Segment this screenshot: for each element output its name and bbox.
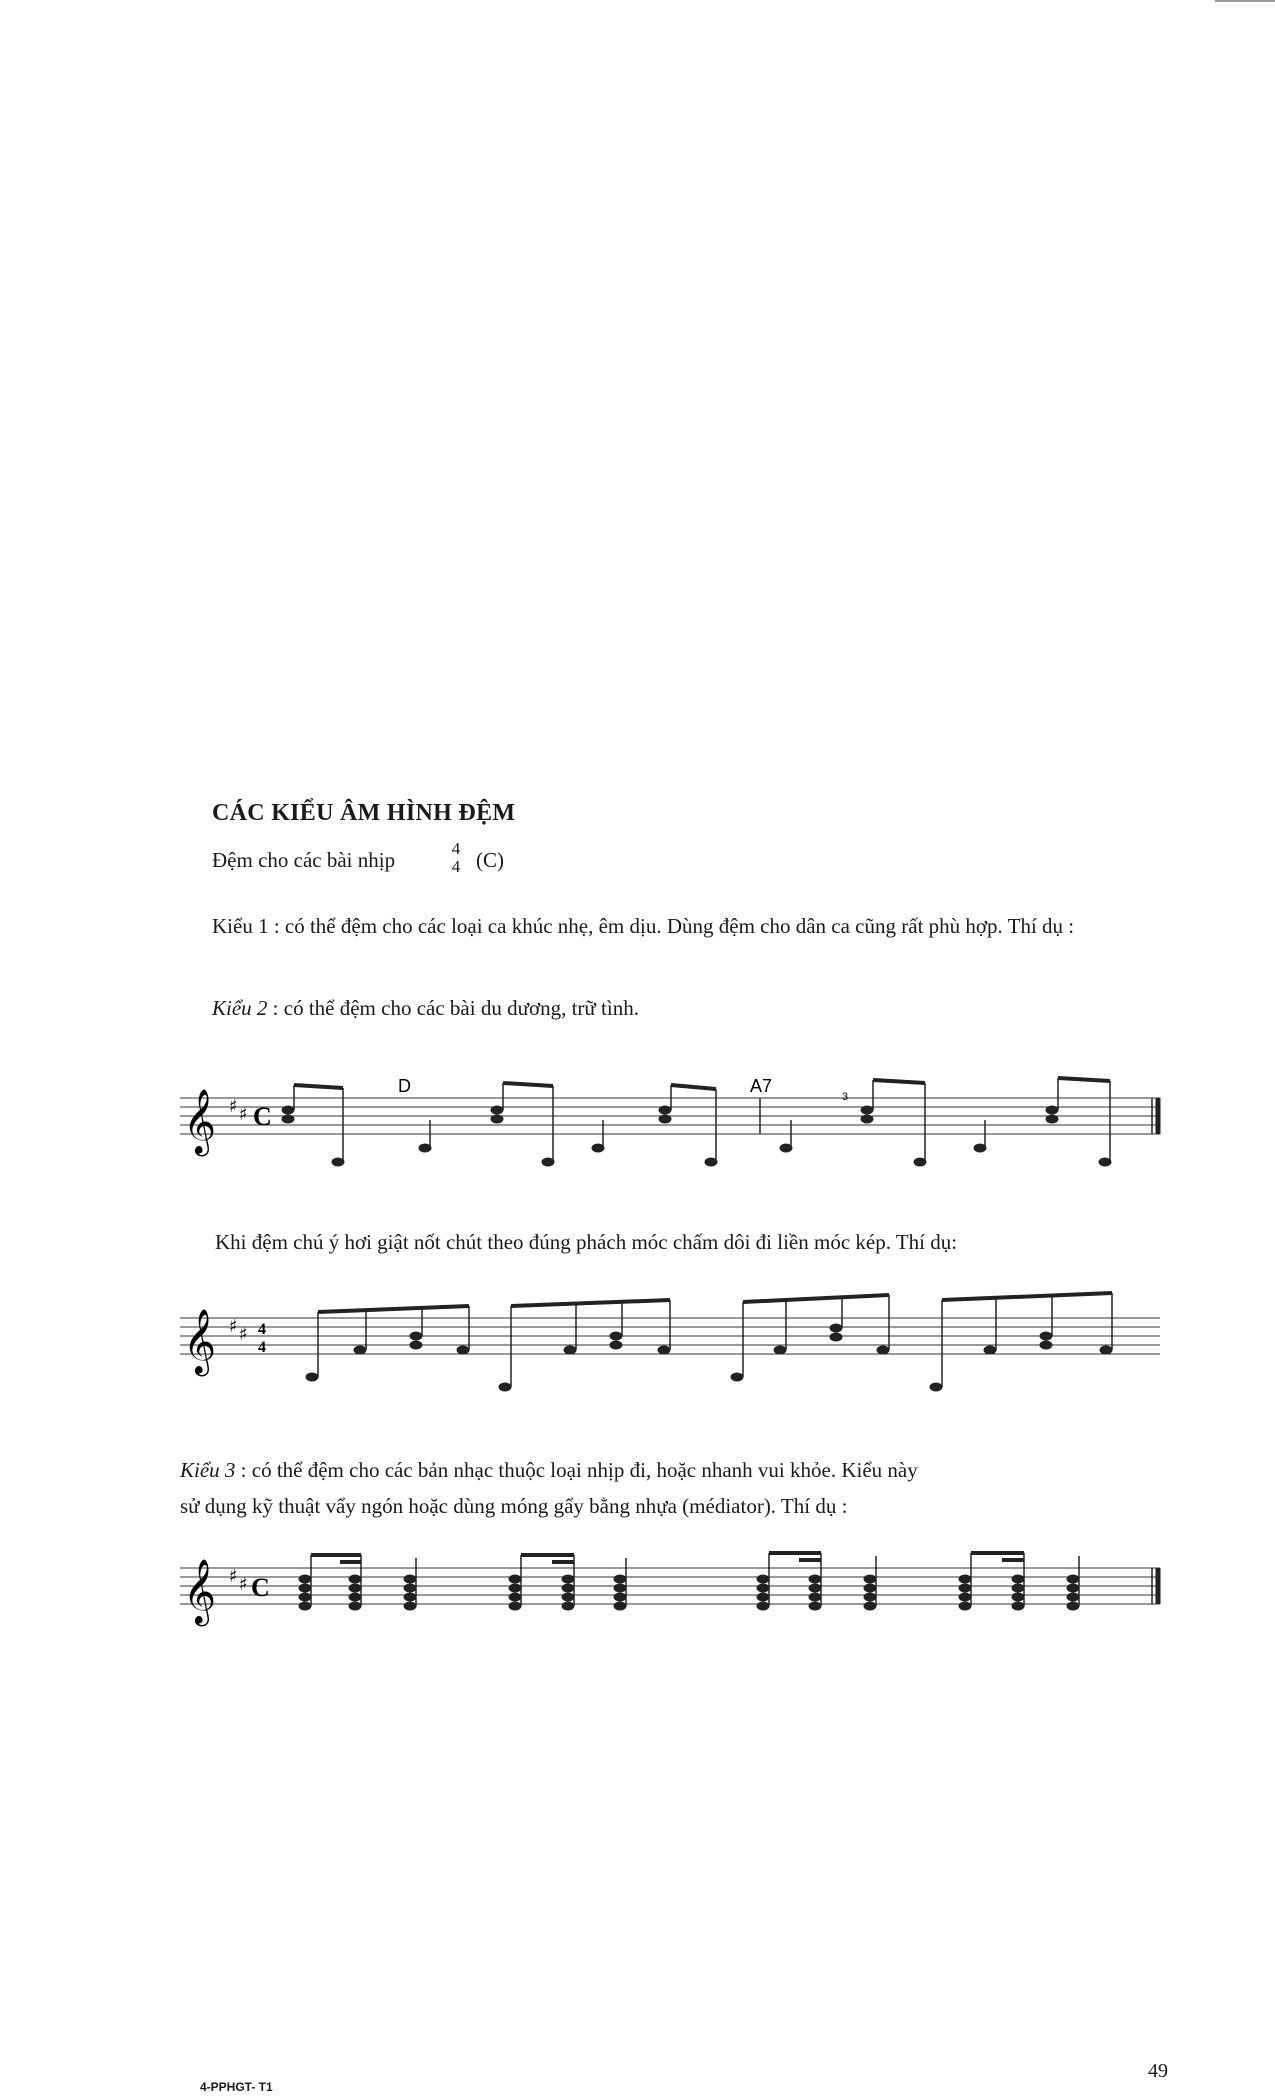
key-sharp-1-icon: ♯ [229, 1316, 238, 1337]
notes-group-2 [306, 1293, 1112, 1391]
treble-clef-icon: 𝄞 [183, 1309, 217, 1374]
paragraph-kieu-2 [212, 990, 639, 1026]
subtitle-text: Đệm cho các bài nhịp [212, 848, 396, 872]
subtitle [212, 839, 504, 876]
key-sharp-2-icon: ♯ [239, 1104, 248, 1125]
chord-label-2: A7 [750, 1076, 773, 1096]
kieu-3-label: Kiểu 3 [180, 1458, 236, 1482]
time-44-top: 4 [258, 1321, 266, 1338]
music-staff-2 [0, 1285, 1275, 1405]
music-staff-1 [0, 1050, 1275, 1180]
time-top: 4 [451, 839, 461, 858]
chord-label-1: D [398, 1076, 411, 1096]
key-sharp-2-icon: ♯ [239, 1574, 248, 1595]
subtitle-suffix: (C) [476, 848, 504, 872]
music-staff-3 [0, 1520, 1275, 1640]
kieu-3-line-2: sử dụng kỹ thuật vẩy ngón hoặc dùng móng gẩy bằng nhựa (médiator). Thí dụ : [180, 1494, 848, 1518]
paragraph-kieu-3 [180, 1452, 1160, 1518]
page-number: 49 [1148, 2060, 1168, 2082]
treble-clef-icon: 𝄞 [183, 1559, 217, 1624]
time-bottom: 4 [451, 857, 461, 876]
notes-group-3 [299, 1553, 1158, 1610]
treble-clef-icon: 𝄞 [183, 1089, 217, 1154]
time-c: C [253, 1102, 272, 1131]
section-heading: CÁC KIỂU ÂM HÌNH ĐỆM [212, 800, 516, 826]
key-sharp-1-icon: ♯ [229, 1096, 238, 1117]
time-44-bottom: 4 [258, 1339, 266, 1356]
staff-lines [180, 1098, 1160, 1134]
paragraph-kieu-1: Kiểu 1 : có thể đệm cho các loại ca khúc nhẹ, êm dịu. Dùng đệm cho dân ca cũng rất phù hợp. Thí dụ : [212, 914, 1075, 938]
kieu-2-text: : có thể đệm cho các bài du dương, trữ tình. [272, 996, 639, 1020]
time-signature-fraction [448, 840, 464, 876]
notes-group-1 [282, 1078, 1158, 1166]
time-c: C [251, 1573, 270, 1602]
kieu-2-label: Kiểu 2 [212, 996, 268, 1020]
scan-edge-mark [1215, 0, 1275, 2]
key-sharp-1-icon: ♯ [229, 1566, 238, 1587]
kieu-3-line-1: : có thể đệm cho các bản nhạc thuộc loại nhịp đi, hoặc nhanh vui khỏe. Kiểu này [240, 1458, 918, 1482]
paragraph-note: Khi đệm chú ý hơi giật nốt chút theo đúng phách móc chấm dôi đi liền móc kép. Thí dụ: [215, 1230, 958, 1254]
tuplet-label: 3 [842, 1091, 849, 1103]
key-sharp-2-icon: ♯ [239, 1324, 248, 1345]
footer-code: 4-PPHGT- T1 [200, 2080, 273, 2094]
